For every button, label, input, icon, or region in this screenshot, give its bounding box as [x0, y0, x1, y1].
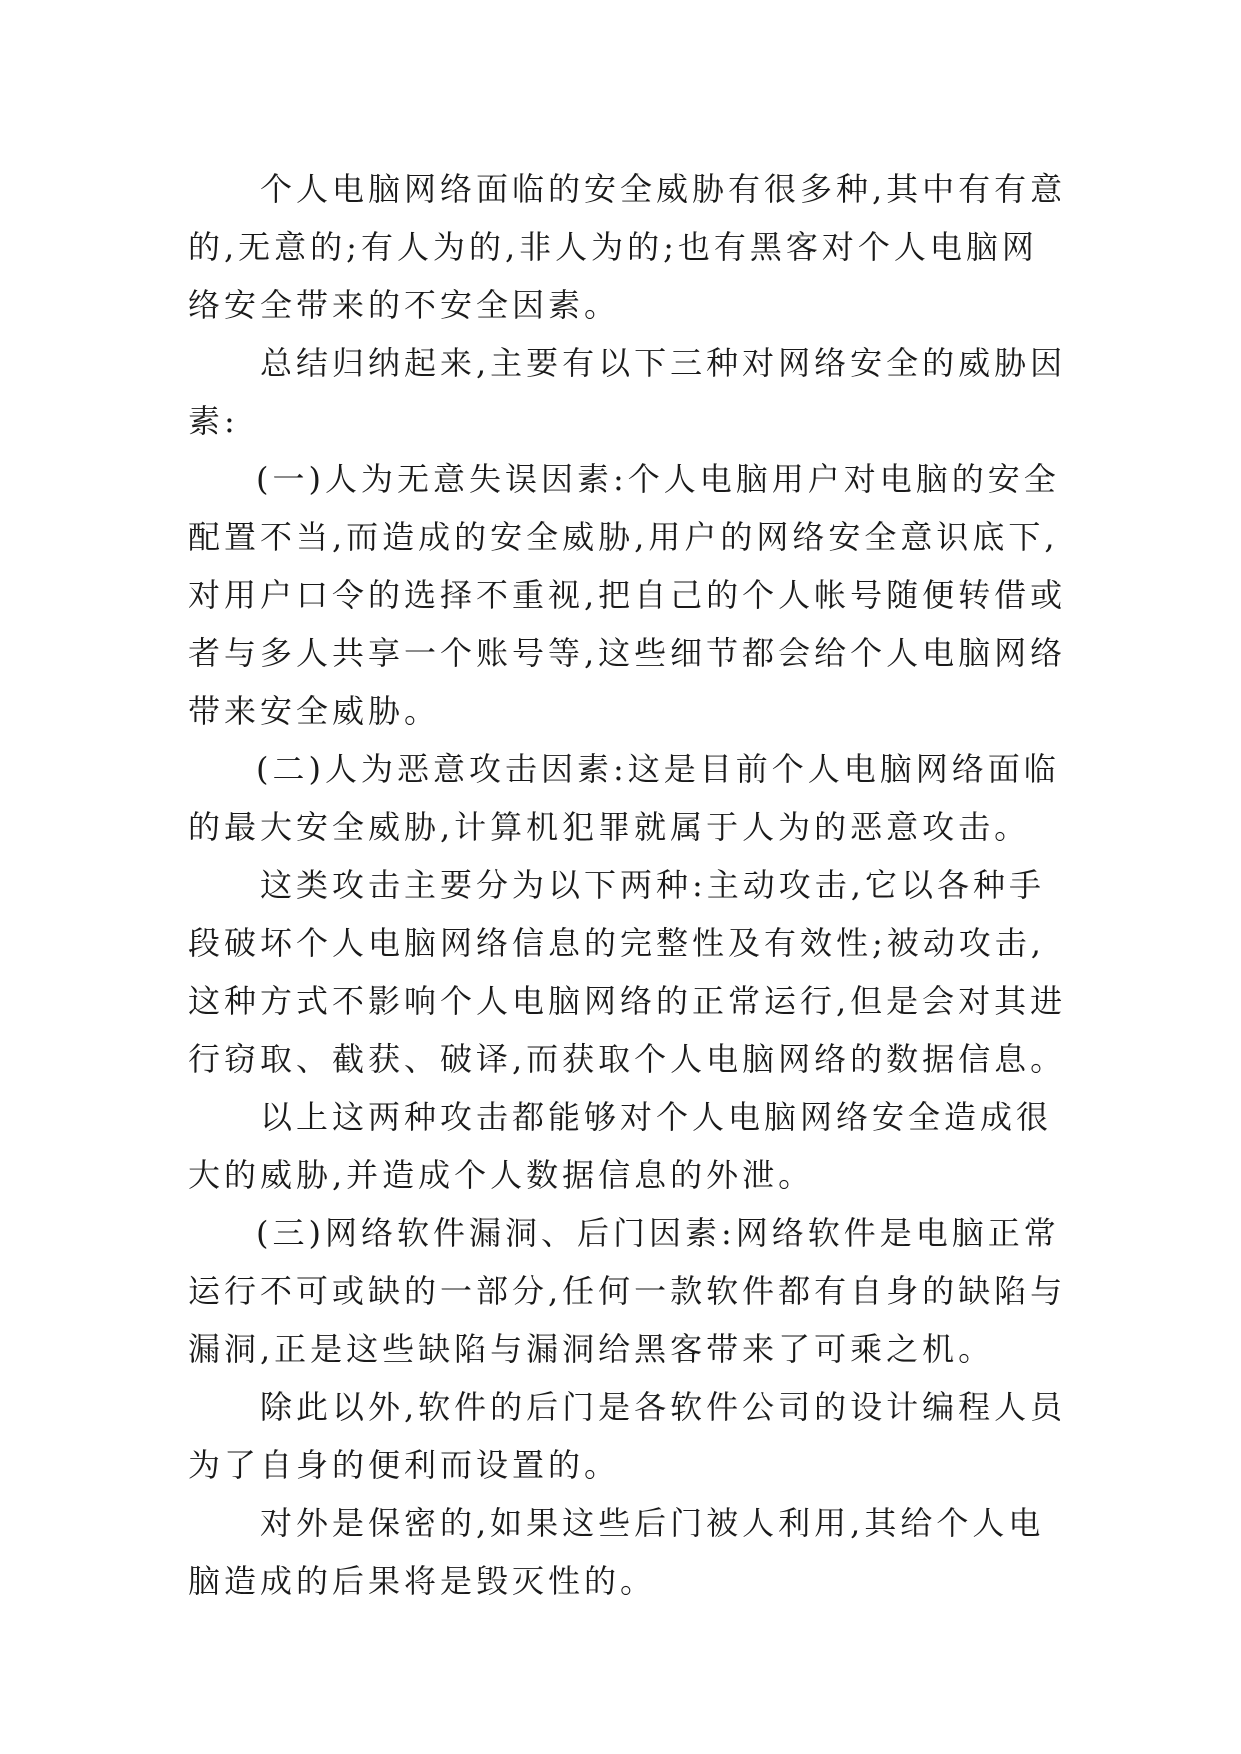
- paragraph-backdoor: 除此以外,软件的后门是各软件公司的设计编程人员为了自身的便利而设置的。: [188, 1388, 1067, 1484]
- paragraph-summary: 总结归纳起来,主要有以下三种对网络安全的威胁因素:: [188, 344, 1067, 440]
- paragraph-factor-three: (三)网络软件漏洞、后门因素:网络软件是电脑正常运行不可或缺的一部分,任何一款软件都有自身的缺陷与漏洞,正是这些缺陷与漏洞给黑客带来了可乘之机。: [188, 1214, 1067, 1368]
- paragraph-conclusion: 对外是保密的,如果这些后门被人利用,其给个人电脑造成的后果将是毁灭性的。: [188, 1504, 1045, 1600]
- paragraph-factor-two: (二)人为恶意攻击因素:这是目前个人电脑网络面临的最大安全威胁,计算机犯罪就属于人为的恶意攻击。: [188, 750, 1060, 846]
- paragraph-attack-impact: 以上这两种攻击都能够对个人电脑网络安全造成很大的威胁,并造成个人数据信息的外泄。: [188, 1098, 1053, 1194]
- paragraph-attack-types: 这类攻击主要分为以下两种:主动攻击,它以各种手段破坏个人电脑网络信息的完整性及有效性;被动攻击,这种方式不影响个人电脑网络的正常运行,但是会对其进行窃取、截获、破译,而获取个人电脑网络的数据信息。: [188, 866, 1067, 1078]
- paragraph-intro: 个人电脑网络面临的安全威胁有很多种,其中有有意的,无意的;有人为的,非人为的;也有黑客对个人电脑网络安全带来的不安全因素。: [188, 170, 1067, 324]
- document-body: [188, 160, 1068, 1610]
- paragraph-factor-one: (一)人为无意失误因素:个人电脑用户对电脑的安全配置不当,而造成的安全威胁,用户的网络安全意识底下,对用户口令的选择不重视,把自己的个人帐号随便转借或者与多人共享一个账号等,这些细节都会给个人电脑网络带来安全威胁。: [188, 460, 1067, 730]
